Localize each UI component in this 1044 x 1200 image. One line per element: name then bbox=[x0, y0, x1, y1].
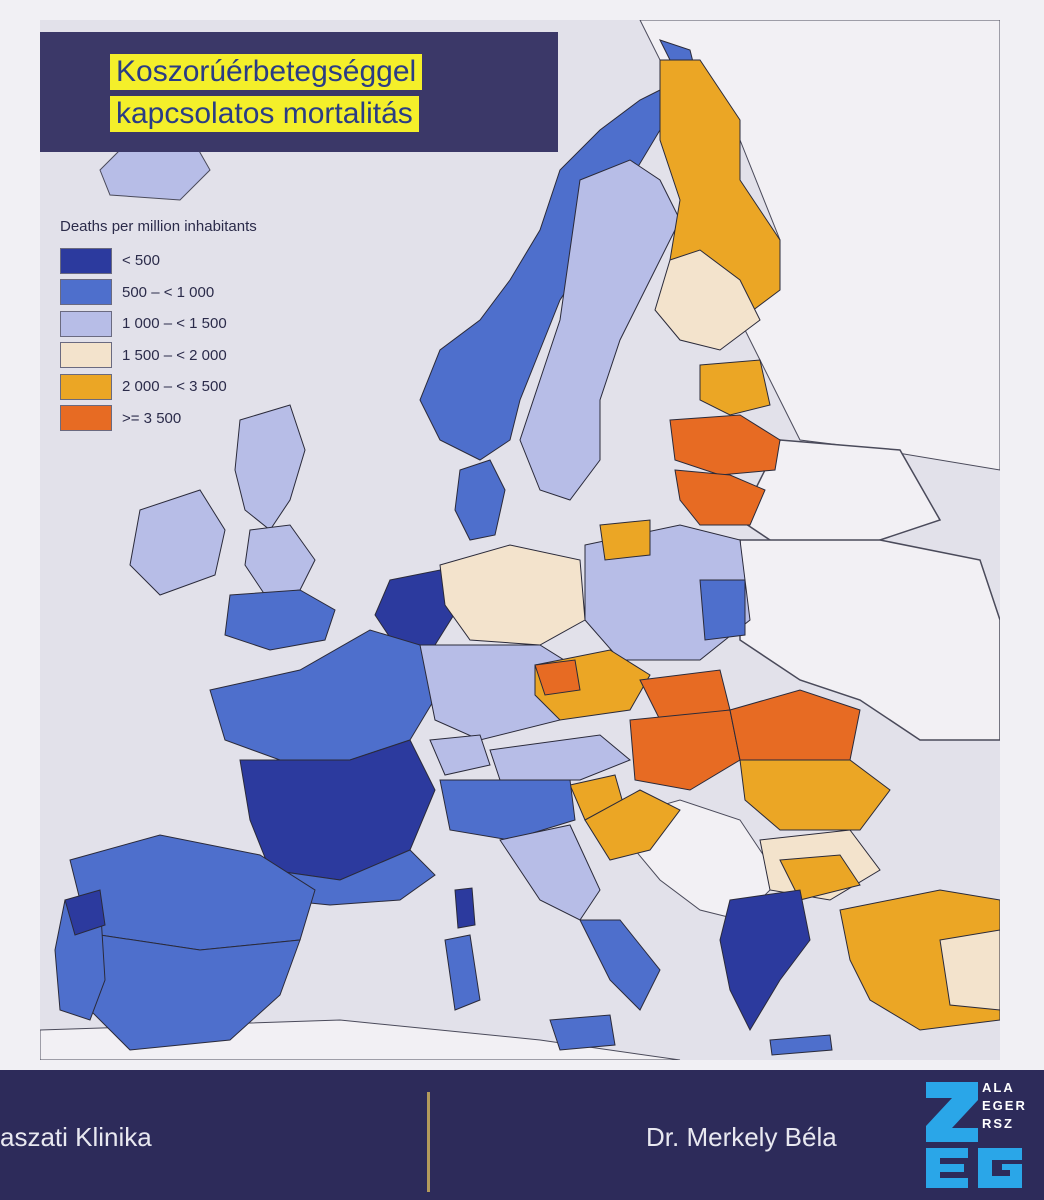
legend-swatch-2 bbox=[60, 279, 112, 305]
title-banner bbox=[40, 32, 558, 152]
legend-row bbox=[60, 308, 340, 340]
region-ireland bbox=[130, 490, 225, 595]
footer-presenter-name: Dr. Merkely Béla bbox=[646, 1122, 837, 1152]
region-sicily bbox=[550, 1015, 615, 1050]
legend-row bbox=[60, 371, 340, 403]
region-greece bbox=[720, 890, 810, 1030]
region-corsica bbox=[455, 888, 475, 928]
region-italy-south bbox=[580, 920, 660, 1010]
map-legend bbox=[60, 218, 340, 434]
legend-swatch-3 bbox=[60, 311, 112, 337]
region-turkey-east bbox=[940, 930, 1000, 1010]
legend-swatch-4 bbox=[60, 342, 112, 368]
region-england-south bbox=[225, 590, 335, 650]
legend-label-4: 1 500 – < 2 000 bbox=[122, 346, 227, 364]
legend-row bbox=[60, 245, 340, 277]
zeg-logo-graphic bbox=[922, 1078, 1032, 1190]
title-line-1: Koszorúérbetegséggel bbox=[110, 54, 422, 90]
legend-row bbox=[60, 403, 340, 435]
region-poland-north bbox=[600, 520, 650, 560]
legend-label-6: >= 3 500 bbox=[122, 409, 182, 427]
region-germany-north bbox=[440, 545, 585, 645]
legend-label-1: < 500 bbox=[122, 252, 160, 270]
region-lithuania bbox=[675, 470, 765, 525]
logo-letters-1: ALA bbox=[982, 1080, 1015, 1095]
footer-clinic-name: aszati Klinika bbox=[0, 1122, 152, 1152]
region-romania-south bbox=[740, 760, 890, 830]
logo-letters-2: EGER bbox=[982, 1098, 1027, 1113]
legend-heading: Deaths per million inhabitants bbox=[60, 218, 257, 235]
region-austria bbox=[490, 735, 630, 780]
region-latvia bbox=[670, 415, 780, 475]
region-crete bbox=[770, 1035, 832, 1055]
legend-row bbox=[60, 340, 340, 372]
title-line-2: kapcsolatos mortalitás bbox=[110, 96, 419, 132]
legend-label-3: 1 000 – < 1 500 bbox=[122, 315, 227, 333]
region-hungary bbox=[630, 710, 740, 790]
footer-divider bbox=[427, 1092, 430, 1192]
region-england-north bbox=[245, 525, 315, 595]
region-switzerland bbox=[430, 735, 490, 775]
legend-swatch-1 bbox=[60, 248, 112, 274]
region-france-north bbox=[210, 630, 440, 760]
legend-swatch-6 bbox=[60, 405, 112, 431]
region-romania-north bbox=[730, 690, 860, 770]
region-sardinia bbox=[445, 935, 480, 1010]
logo-letters-3: RSZ bbox=[982, 1116, 1014, 1131]
zeg-logo-icon bbox=[922, 1078, 1032, 1190]
legend-row bbox=[60, 277, 340, 309]
region-poland-east bbox=[700, 580, 745, 640]
legend-label-5: 2 000 – < 3 500 bbox=[122, 378, 227, 396]
legend-swatch-5 bbox=[60, 374, 112, 400]
region-estonia bbox=[700, 360, 770, 415]
slide-footer bbox=[0, 1070, 1044, 1200]
map-canvas bbox=[40, 20, 1000, 1060]
legend-label-2: 500 – < 1 000 bbox=[122, 283, 215, 301]
region-italy-central bbox=[500, 825, 600, 920]
europe-mortality-map bbox=[40, 20, 1000, 1060]
region-denmark bbox=[455, 460, 505, 540]
